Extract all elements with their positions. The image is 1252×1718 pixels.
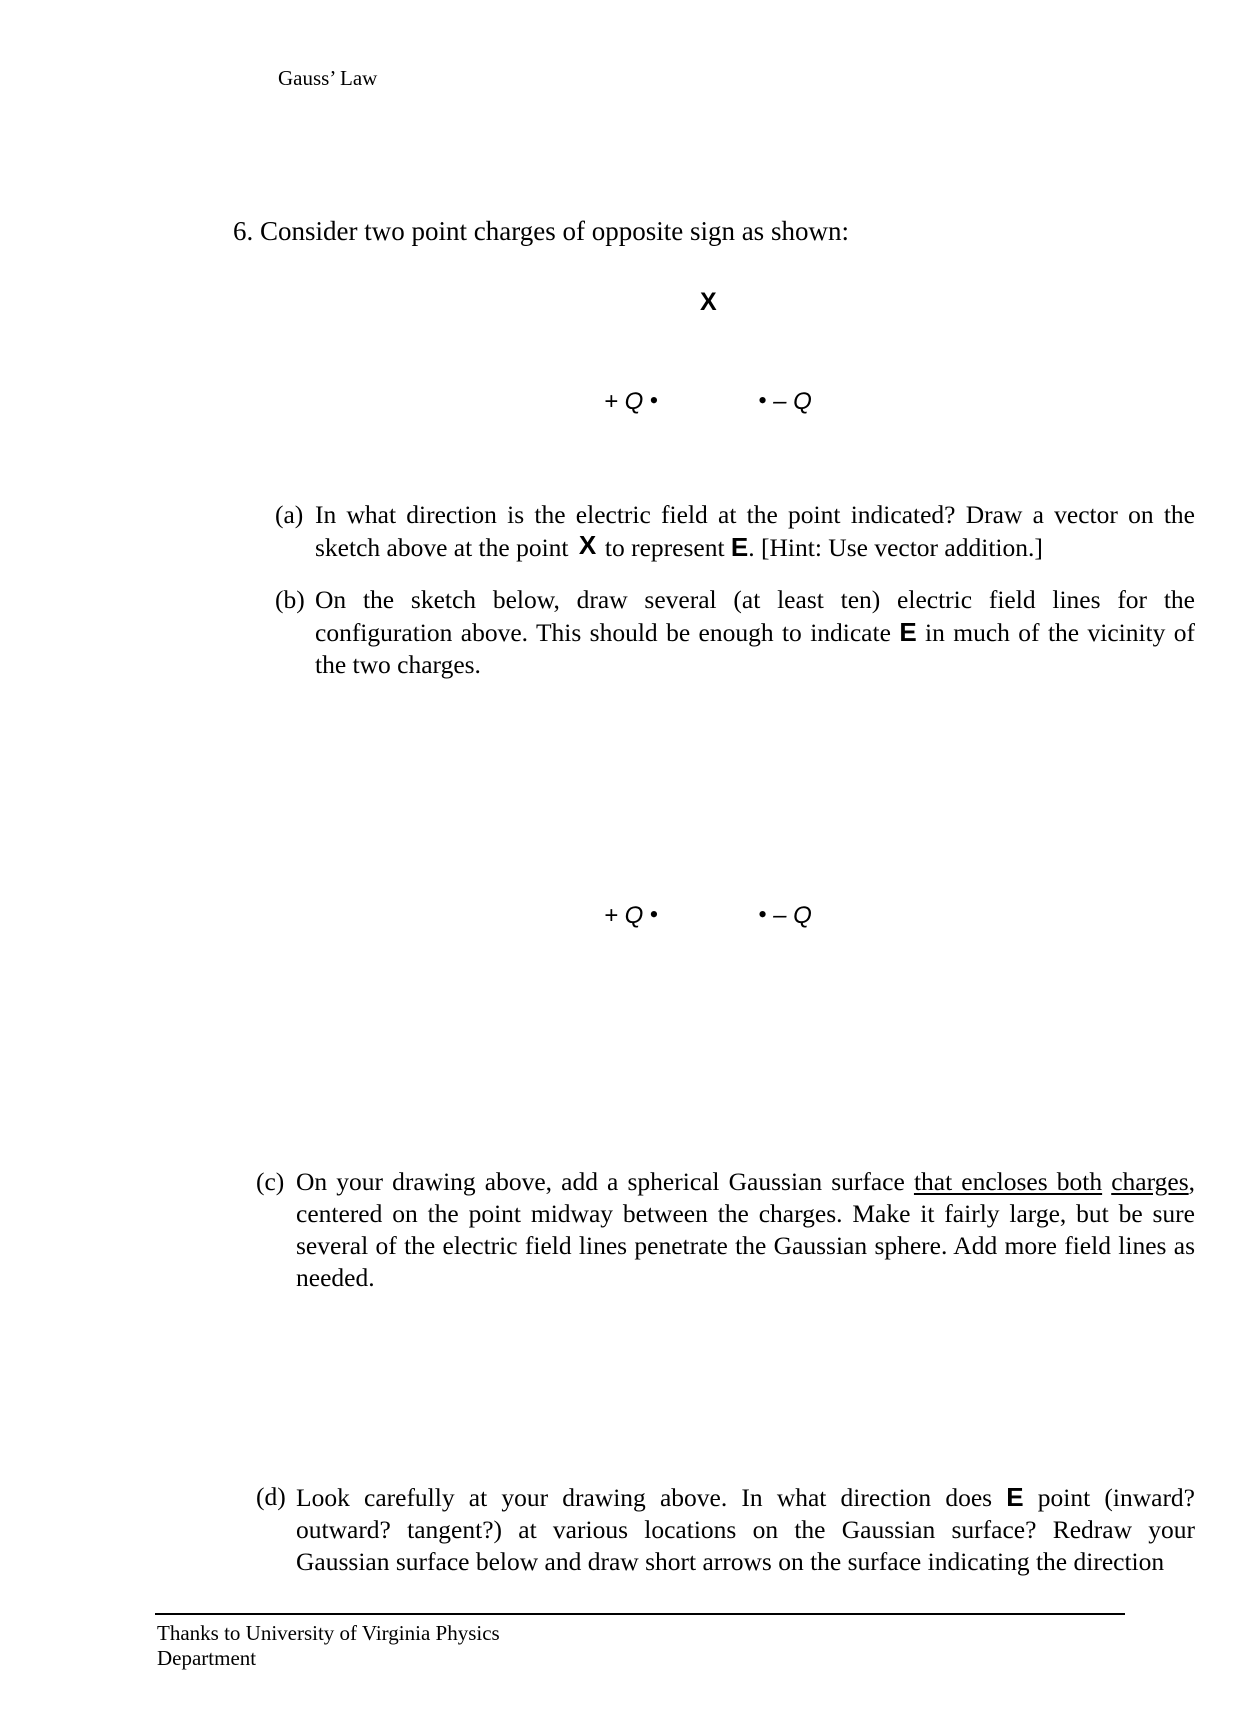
- part-d-text: [296, 1481, 1195, 1578]
- question-intro: 6. Consider two point charges of opposite sign as shown:: [233, 216, 849, 246]
- part-c-text: [296, 1166, 1195, 1294]
- charge-dot: •: [758, 386, 768, 415]
- negative-charge-bottom: [758, 900, 812, 930]
- part-c: [256, 1166, 1195, 1294]
- part-a-text: [315, 499, 1195, 564]
- part-b-label: (b): [275, 585, 305, 614]
- charge-dot: •: [758, 900, 768, 929]
- positive-charge-label: + Q: [604, 388, 644, 415]
- part-a: [275, 499, 1195, 564]
- footnote-divider: [155, 1613, 1125, 1615]
- positive-charge-bottom: [604, 900, 658, 930]
- charge-dot: •: [649, 386, 659, 415]
- positive-charge-label: + Q: [604, 902, 644, 929]
- running-header: Gauss’ Law: [278, 66, 378, 90]
- part-c-text-2: , centered on the point midway between the charges. Make it fairly large, but be sure several of the electric field lines penetrate the Gaussian sphere. Add more field lines as needed.: [296, 1167, 1196, 1292]
- part-d: [256, 1481, 1195, 1578]
- emphasis-underline: that encloses both: [913, 1167, 1103, 1196]
- part-c-label: (c): [256, 1167, 285, 1196]
- part-a-label: (a): [275, 500, 304, 529]
- electric-field-symbol: E: [1006, 1482, 1024, 1512]
- footnote: Thanks to University of Virginia Physics Department: [157, 1621, 500, 1670]
- inline-marker-glyph: X: [578, 530, 597, 560]
- negative-charge-label: – Q: [773, 902, 812, 929]
- part-b: [275, 584, 1195, 681]
- part-a-text-3: . [Hint: Use vector addition.]: [748, 533, 1043, 562]
- field-point-marker: X: [700, 288, 717, 316]
- positive-charge-top: [604, 386, 658, 416]
- part-a-text-2: to represent: [604, 533, 725, 562]
- part-d-text-2: point (inward? outward? tangent?) at various locations on the Gaussian surface? Redraw your Gaussian surface below and draw short arrows on the surface indicating the direction: [296, 1483, 1196, 1576]
- electric-field-symbol: E: [899, 617, 917, 647]
- part-c-text-1: On your drawing above, add a spherical Gaussian surface: [296, 1167, 905, 1196]
- part-b-text: [315, 584, 1195, 681]
- electric-field-symbol: E: [730, 532, 749, 562]
- part-b-text-1: On the sketch below, draw several (at least ten) electric field lines for the configuration above. This should be enough to indicate: [315, 585, 1195, 647]
- charge-dot: •: [649, 900, 659, 929]
- part-d-label: (d): [256, 1482, 286, 1511]
- part-d-text-1: Look carefully at your drawing above. In what direction does: [296, 1483, 993, 1512]
- negative-charge-top: [758, 386, 812, 416]
- part-b-text-2: in much of the vicinity of the two charges.: [315, 618, 1196, 679]
- part-a-text-1: In what direction is the electric field at the point indicated? Draw a vector on the sketch above at the point: [315, 500, 1195, 562]
- negative-charge-label: – Q: [773, 388, 812, 415]
- emphasis-underline: charges: [1111, 1167, 1189, 1196]
